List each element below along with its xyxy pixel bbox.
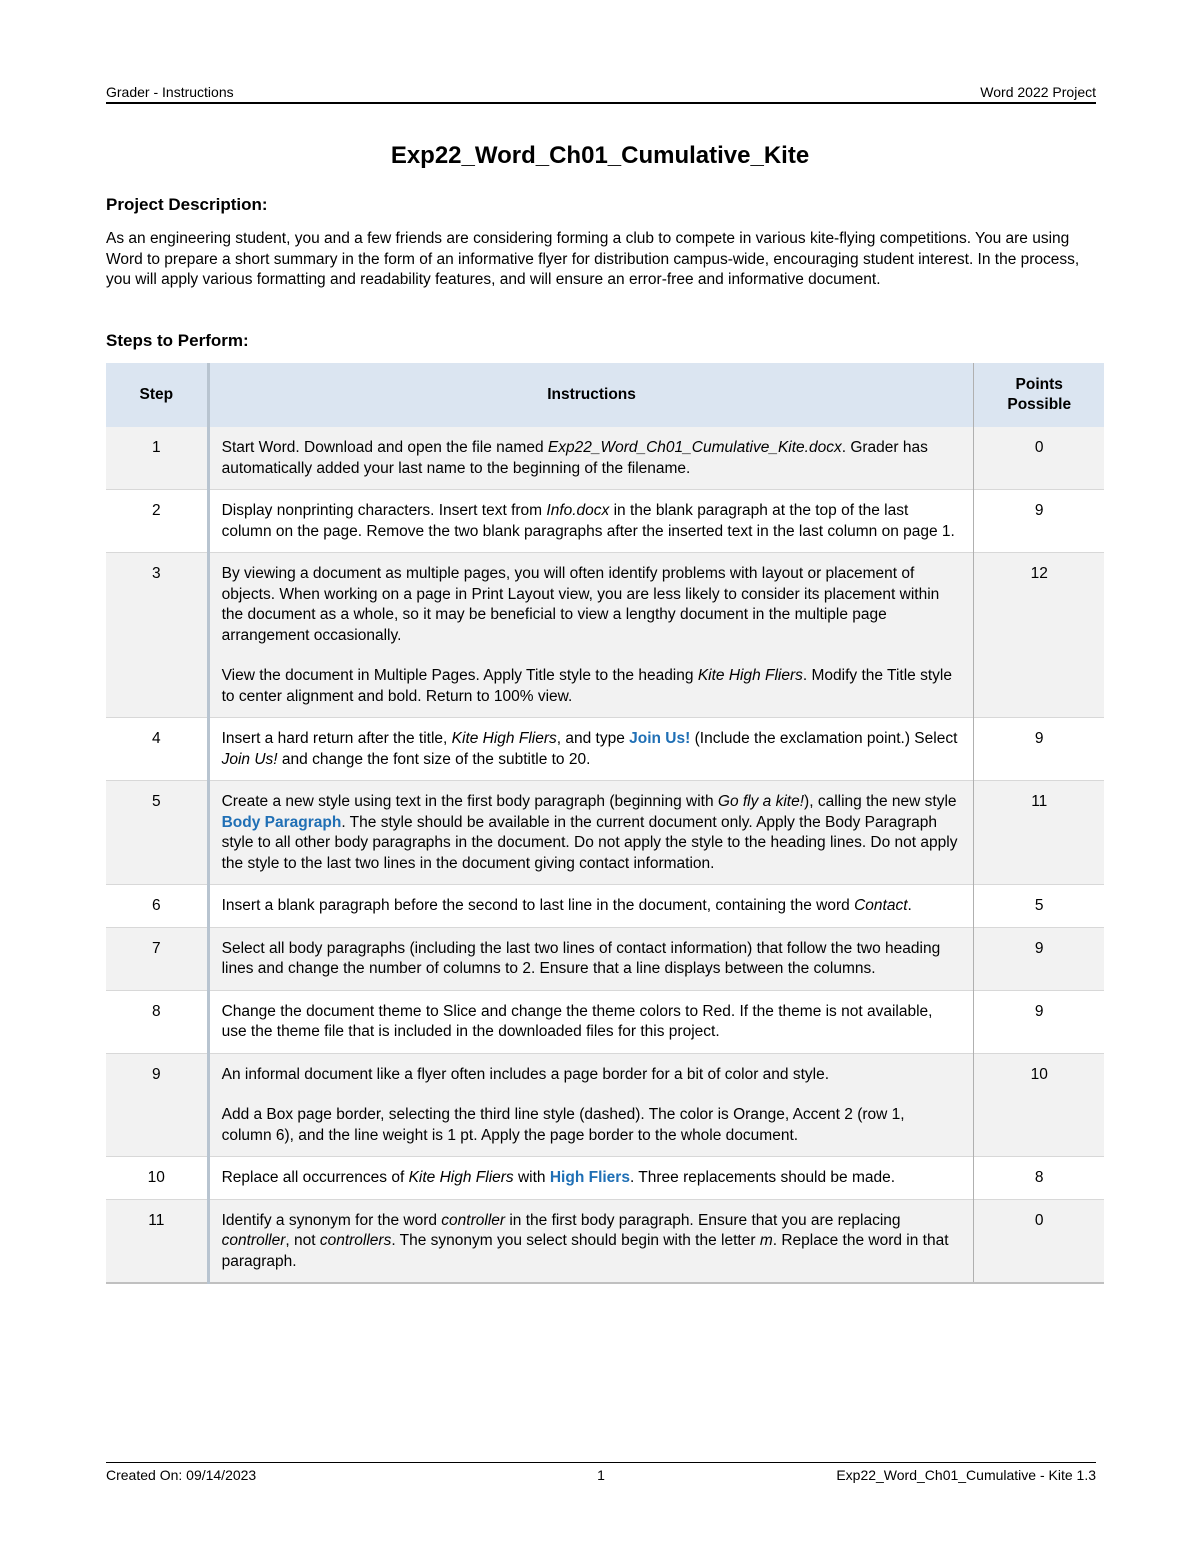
project-description-heading: Project Description: <box>106 195 268 214</box>
step-number: 8 <box>106 990 208 1053</box>
table-row <box>106 927 1104 990</box>
document-title: Exp22_Word_Ch01_Cumulative_Kite <box>390 142 810 169</box>
table-row <box>106 885 1104 928</box>
step-instructions: By viewing a document as multiple pages, you will often identify problems with layout or placement of objects. When working on a page in Print Layout view, you are less likely to consider its placement within the document as a whole, so it may be beneficial to view a lengthy document in the multiple page arrangement occasionally. View the document in Multiple Pages. Apply Title style to the heading Kite High Fliers. Modify the Title style to center alignment and bold. Return to 100% view. <box>208 553 974 718</box>
table-row <box>106 553 1104 718</box>
step-points: 5 <box>1034 897 1044 914</box>
step-points: 10 <box>1030 1065 1048 1083</box>
header-points: Points Possible <box>974 363 1104 427</box>
footer-created-on: Created On: 09/14/2023 <box>106 1467 257 1483</box>
step-points: 9 <box>1034 939 1044 957</box>
step-number: 9 <box>106 1053 208 1157</box>
steps-table <box>106 363 1104 1284</box>
step-points: 8 <box>1034 1169 1044 1186</box>
table-row <box>106 1053 1104 1157</box>
project-description-text: As an engineering student, you and a few friends are considering forming a club to compete in various kite-flying competitions. You are using Word to prepare a short summary in the form of an informative flyer for distribution campus-wide, encouraging student interest. In the process, you will apply various formatting and readability features, and will ensure an error-free and informative document. <box>106 230 1080 288</box>
table-row <box>106 490 1104 553</box>
step-instructions: Create a new style using text in the first body paragraph (beginning with Go fly a kite!), calling the new style Body Paragraph. The style should be available in the current document only. Apply the Body Paragraph style to all other body paragraphs in the document. Do not apply the style to the heading lines. Do not apply the style to the last two lines in the document giving contact information. <box>208 781 974 885</box>
step-instructions: Select all body paragraphs (including the last two lines of contact information) that follow the two heading lines and change the number of columns to 2. Ensure that a line displays between the columns. <box>208 927 974 990</box>
step-number: 2 <box>106 490 208 553</box>
header-right: Word 2022 Project <box>980 84 1096 100</box>
step-instructions: Display nonprinting characters. Insert text from Info.docx in the blank paragraph at the top of the last column on the page. Remove the two blank paragraphs after the inserted text in the last column on page 1. <box>208 490 974 553</box>
step-number: 6 <box>106 885 208 928</box>
step-instructions: Insert a blank paragraph before the second to last line in the document, containing the word Contact. <box>208 885 974 928</box>
table-row <box>106 1157 1104 1200</box>
step-number: 7 <box>106 927 208 990</box>
header-left: Grader - Instructions <box>106 84 234 100</box>
step-points: 0 <box>1034 439 1044 456</box>
step-instructions: Insert a hard return after the title, Kite High Fliers, and type Join Us! (Include the exclamation point.) Select Join Us! and change the font size of the subtitle to 20. <box>208 718 974 781</box>
footer-page-number: 1 <box>597 1467 605 1483</box>
step-points: 0 <box>1034 1211 1044 1229</box>
page-header <box>106 82 1096 104</box>
step-instructions: Replace all occurrences of Kite High Fliers with High Fliers. Three replacements should be made. <box>208 1157 974 1200</box>
table-row <box>106 1199 1104 1283</box>
table-row <box>106 781 1104 885</box>
step-points: 9 <box>1034 1002 1044 1020</box>
step-instructions: Start Word. Download and open the file named Exp22_Word_Ch01_Cumulative_Kite.docx. Grader has automatically added your last name to the beginning of the filename. <box>208 427 974 490</box>
table-row <box>106 990 1104 1053</box>
header-step: Step <box>106 363 208 427</box>
step-number: 1 <box>106 427 208 490</box>
step-number: 4 <box>106 718 208 781</box>
step-instructions: Identify a synonym for the word controller in the first body paragraph. Ensure that you are replacing controller, not controllers. The synonym you select should begin with the letter m. Replace the word in that paragraph. <box>208 1199 974 1283</box>
table-header-row <box>106 363 1104 427</box>
step-instructions: An informal document like a flyer often includes a page border for a bit of color and style. Add a Box page border, selecting the third line style (dashed). The color is Orange, Accent 2 (row 1, column 6), and the line weight is 1 pt. Apply the page border to the whole document. <box>208 1053 974 1157</box>
step-number: 11 <box>106 1199 208 1283</box>
step-points: 11 <box>1031 793 1048 810</box>
step-points: 9 <box>1034 502 1044 519</box>
table-row <box>106 718 1104 781</box>
step-number: 10 <box>106 1157 208 1200</box>
header-instructions: Instructions <box>208 363 974 427</box>
table-row <box>106 427 1104 490</box>
step-number: 5 <box>106 781 208 885</box>
steps-heading: Steps to Perform: <box>106 331 249 350</box>
step-number: 3 <box>106 553 208 718</box>
page-footer <box>106 1462 1096 1485</box>
footer-version: Exp22_Word_Ch01_Cumulative - Kite 1.3 <box>836 1467 1096 1483</box>
step-instructions: Change the document theme to Slice and change the theme colors to Red. If the theme is not available, use the theme file that is included in the downloaded files for this project. <box>208 990 974 1053</box>
step-points: 12 <box>1030 565 1048 582</box>
step-points: 9 <box>1034 730 1044 747</box>
